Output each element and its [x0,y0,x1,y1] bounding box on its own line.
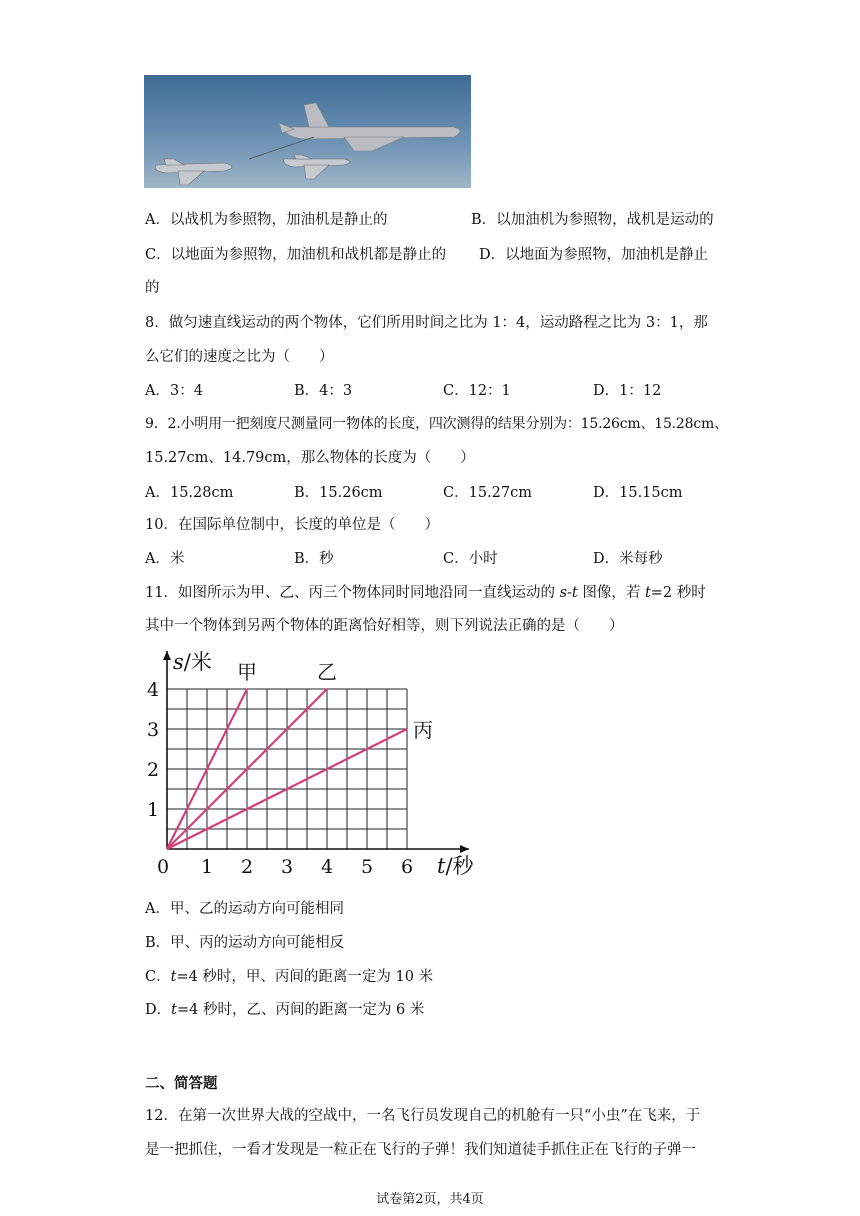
y-tick-label: 4 [146,679,160,701]
q11-text-c: =2 秒时 [650,585,706,601]
q11-option-d-t: t [171,1002,177,1018]
q11-text-st: s-t [559,585,578,601]
q11-stem-line1 [145,581,706,602]
q10-option-c: C．小时 [443,551,498,567]
page-footer: 试卷第2页，共4页 [376,1192,484,1207]
aircraft-refueling-photo [144,75,471,188]
y-axis-arrow [163,651,171,660]
q11-stem-line2: 其中一个物体到另两个物体的距离恰好相等，则下列说法正确的是（ ） [145,618,624,634]
q9-option-a: A．15.28cm [145,485,234,501]
q11-option-d-text: =4 秒时，乙、丙间的距离一定为 6 米 [176,1002,425,1018]
y-tick-label: 1 [146,799,160,821]
q11-text-b: 图像，若 [577,585,645,601]
y-axis-label-unit: /米 [183,650,212,674]
q11-option-c-label: C． [145,969,171,985]
x-tick-label: 2 [240,856,254,878]
q10-option-b: B．秒 [294,551,334,567]
x-axis-arrow [460,845,469,853]
q11-option-a: A．甲、乙的运动方向可能相同 [145,901,344,917]
x-tick-label: 0 [156,856,170,878]
q8-option-a: A．3：4 [145,383,203,399]
st-graph-svg [145,647,475,882]
q10-stem: 10．在国际单位制中，长度的单位是（ ） [145,517,439,533]
q7-option-b: B．以加油机为参照物，战机是运动的 [471,212,714,228]
x-axis-label-symbol: t [437,854,446,878]
q7-option-c: C．以地面为参照物，加油机和战机都是静止的 [145,247,447,263]
q7-option-a: A．以战机为参照物，加油机是静止的 [145,212,388,228]
q11-option-c-t: t [170,969,177,985]
x-axis-label-unit: /秒 [445,854,474,878]
x-tick-label: 3 [280,856,294,878]
q11-text-t: t [644,585,651,601]
x-tick-label: 1 [200,856,214,878]
y-axis-label [173,650,212,674]
q7-option-d-cont: 的 [145,280,160,296]
q11-option-b: B．甲、丙的运动方向可能相反 [145,935,345,951]
q9-stem-line2: 15.27cm、14.79cm，那么物体的长度为（ ） [145,450,475,466]
st-graph [145,647,475,886]
x-axis-label [437,854,475,878]
series-label-1: 甲 [237,660,257,684]
y-tick-label: 2 [146,759,160,781]
q11-option-c [145,965,433,986]
q7-option-d: D．以地面为参照物，加油机是静止 [479,247,709,263]
q8-option-b: B．4：3 [294,383,353,399]
q9-option-b: B．15.26cm [294,485,383,501]
q10-option-a: A．米 [145,551,185,567]
q11-option-d-label: D． [145,1002,172,1018]
q8-stem-line2: 么它们的速度之比为（ ） [145,349,334,365]
q9-option-c: C．15.27cm [443,485,532,501]
q11-text-a: 11．如图所示为甲、乙、丙三个物体同时同地沿同一直线运动的 [145,585,560,601]
x-tick-label: 5 [360,856,374,878]
q10-option-d: D．米每秒 [593,551,663,567]
q8-option-d: D．1：12 [593,383,662,399]
q11-option-c-text: =4 秒时，甲、丙间的距离一定为 10 米 [176,969,434,985]
section-title: 二、简答题 [145,1075,218,1092]
q8-option-c: C．12：1 [443,383,511,399]
q11-option-d [145,998,424,1019]
y-tick-label: 3 [146,719,160,741]
q9-option-d: D．15.15cm [593,485,683,501]
q12-stem-line1: 12．在第一次世界大战的空战中，一名飞行员发现自己的机舱有一只“小虫”在飞来，于 [145,1108,701,1124]
q12-stem-line2: 是一把抓住，一看才发现是一粒正在飞行的子弹！我们知道徒手抓住正在飞行的子弹一 [145,1142,696,1158]
x-tick-label: 6 [400,856,414,878]
x-tick-label: 4 [320,856,334,878]
series-label-3: 丙 [413,718,433,742]
q9-stem-line1: 9．2.小明用一把刻度尺测量同一物体的长度，四次测得的结果分别为：15.26cm、15.28cm、 [145,416,728,432]
q8-stem-line1: 8．做匀速直线运动的两个物体，它们所用时间之比为 1：4，运动路程之比为 3：1，那 [145,315,708,331]
series-label-2: 乙 [317,660,337,684]
y-axis-label-symbol: s [173,650,184,674]
